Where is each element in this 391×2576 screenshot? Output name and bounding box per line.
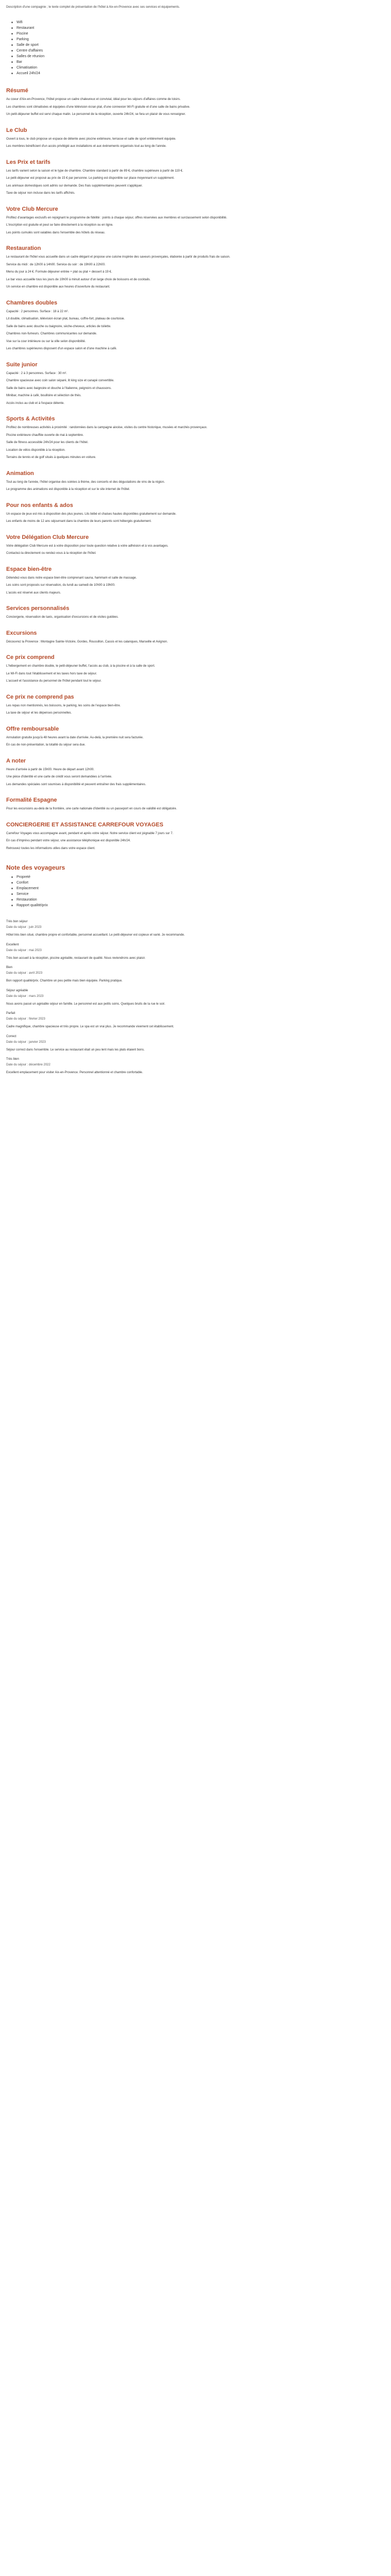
bottom-space <box>6 1080 385 1091</box>
section-paragraph: Le bar vous accueille tous les jours de 10h00 à minuit autour d'un large choix de boissons et de cocktails. <box>6 278 151 281</box>
section-paragraph: Les soins sont proposés sur réservation, du lundi au samedi de 10h00 à 19h00. <box>6 584 116 587</box>
content-section <box>6 758 385 787</box>
section-title: Votre Délégation Club Mercure <box>6 534 89 540</box>
section-paragraph: Salle de bains avec baignoire et douche à l'italienne, peignoirs et chaussons. <box>6 386 112 390</box>
section-paragraph: Pour les excursions au-delà de la frontière, une carte nationale d'identité ou un passeport en cours de validité est obligatoire. <box>6 807 177 810</box>
section-title: Le Club <box>6 127 27 133</box>
service-item: Restaurant <box>11 25 385 31</box>
section-paragraph: Profitez de nombreuses activités à proximité : randonnées dans la campagne aixoise, visites du centre historique, musées et marchés provençaux. <box>6 426 207 429</box>
review-date: Date du séjour : mars 2023 <box>6 994 44 998</box>
section-paragraph: Votre délégation Club Mercure est à votre disposition pour toute question relative à votre adhésion et à vos avantages. <box>6 544 169 548</box>
section-paragraph: Le restaurant de l'hôtel vous accueille dans un cadre élégant et propose une cuisine inspirée des saveurs provençales, élaborée à partir de produits frais de saison. <box>6 256 231 259</box>
content-section <box>6 502 385 524</box>
content-section <box>6 127 385 149</box>
content-section <box>6 470 385 492</box>
section-paragraph: Accès inclus au club et à l'espace détente. <box>6 401 64 405</box>
section-paragraph: L'inscription est gratuite et peut se faire directement à la réception ou en ligne. <box>6 224 113 227</box>
sections-container <box>6 88 385 851</box>
section-title: Animation <box>6 470 34 477</box>
section-title: Services personnalisés <box>6 605 70 612</box>
content-section <box>6 822 385 851</box>
review-text: Excellent emplacement pour visiter Aix-en-Provence. Personnel attentionné et chambre confortable. <box>6 1071 143 1074</box>
section-paragraph: L'hébergement en chambre double, le petit-déjeuner buffet, l'accès au club, à la piscine et à la salle de sport. <box>6 665 155 668</box>
service-item: Accueil 24h/24 <box>11 71 385 76</box>
section-paragraph: Chambre spacieuse avec coin salon séparé, lit king size et canapé convertible. <box>6 379 115 382</box>
section-paragraph: Les membres bénéficient d'un accès privilégié aux installations et aux événements organisés tout au long de l'année. <box>6 145 167 148</box>
section-paragraph: Découvrez la Provence : Montagne Sainte-Victoire, Gordes, Roussillon, Cassis et les calanques, Marseille et Avignon. <box>6 640 168 643</box>
section-paragraph: Ouvert à tous, le club propose un espace de détente avec piscine extérieure, terrasse et salle de sport entièrement équipée. <box>6 137 176 141</box>
section-paragraph: Piscine extérieure chauffée ouverte de mai à septembre. <box>6 433 84 437</box>
review-item <box>6 1035 385 1053</box>
note-criterion: Rapport qualité/prix <box>11 903 385 908</box>
review-date: Date du séjour : juin 2023 <box>6 926 42 929</box>
section-paragraph: Les points cumulés sont valables dans l'ensemble des hôtels du réseau. <box>6 231 105 234</box>
section-paragraph: La taxe de séjour et les dépenses personnelles. <box>6 711 72 715</box>
section-paragraph: Au coeur d'Aix-en-Provence, l'hôtel propose un cadre chaleureux et convivial, idéal pour les séjours d'affaires comme de loisirs. <box>6 98 181 101</box>
page <box>0 0 391 1101</box>
section-paragraph: Capacité : 2 à 3 personnes. Surface : 30 m². <box>6 371 67 375</box>
content-section <box>6 654 385 684</box>
section-title: Sports & Activités <box>6 416 55 422</box>
notes-list <box>11 874 385 908</box>
section-paragraph: Salle de fitness accessible 24h/24 pour les clients de l'hôtel. <box>6 441 89 444</box>
review-title: Très bien <box>6 1058 19 1061</box>
review-text: Cadre magnifique, chambre spacieuse et très propre. Le spa est un vrai plus. Je recommande vivement cet établissement. <box>6 1025 174 1028</box>
service-item: Climatisation <box>11 65 385 71</box>
service-item: Salle de sport <box>11 42 385 48</box>
section-paragraph: Chambres non-fumeurs. Chambres communicantes sur demande. <box>6 332 97 335</box>
section-title: Ce prix comprend <box>6 654 55 660</box>
review-date: Date du séjour : décembre 2022 <box>6 1063 51 1066</box>
review-title: Bien <box>6 966 13 969</box>
reviews-container <box>6 920 385 1075</box>
service-item: Bar <box>11 59 385 65</box>
notes-section <box>6 864 385 908</box>
section-paragraph: Détendez-vous dans notre espace bien-être comprenant sauna, hammam et salle de massage. <box>6 576 137 580</box>
content-section <box>6 534 385 556</box>
review-date: Date du séjour : avril 2023 <box>6 972 43 975</box>
section-paragraph: Service du midi : de 12h00 à 14h00. Service du soir : de 19h00 à 22h00. <box>6 263 106 266</box>
review-text: Hôtel très bien situé, chambre propre et confortable, personnel accueillant. Le petit-déjeuner est copieux et varié. Je recommande. <box>6 934 185 937</box>
content-section <box>6 88 385 117</box>
section-paragraph: L'accueil et l'assistance du personnel de l'hôtel pendant tout le séjour. <box>6 680 102 683</box>
section-paragraph: Le Wi-Fi dans tout l'établissement et les taxes hors taxe de séjour. <box>6 672 97 675</box>
content-section <box>6 206 385 235</box>
review-title: Très bon séjour <box>6 920 28 923</box>
notes-title: Note des voyageurs <box>6 864 66 871</box>
review-item <box>6 965 385 984</box>
section-paragraph: Vue sur la cour intérieure ou sur la ville selon disponibilité. <box>6 340 86 343</box>
review-item <box>6 989 385 1007</box>
content-section <box>6 416 385 460</box>
section-paragraph: Le petit-déjeuner est proposé au prix de 15 € par personne. Le parking est disponible sur place moyennant un supplément. <box>6 177 175 180</box>
service-item: Parking <box>11 37 385 42</box>
note-criterion: Service <box>11 891 385 897</box>
review-item <box>6 1011 385 1029</box>
review-text: Séjour correct dans l'ensemble. Le service au restaurant était un peu lent mais les plats étaient bons. <box>6 1048 145 1052</box>
note-criterion: Emplacement <box>11 886 385 891</box>
section-paragraph: Heure d'arrivée à partir de 15h00. Heure de départ avant 12h00. <box>6 768 94 771</box>
note-criterion: Confort <box>11 880 385 886</box>
content-section <box>6 566 385 596</box>
section-paragraph: Taxe de séjour non incluse dans les tarifs affichés. <box>6 192 75 195</box>
section-title: CONCIERGERIE ET ASSISTANCE CARREFOUR VOYAGES <box>6 821 164 828</box>
review-text: Bon rapport qualité/prix. Chambre un peu petite mais bien équipée. Parking pratique. <box>6 979 123 982</box>
section-paragraph: Les chambres supérieures disposent d'un espace salon et d'une machine à café. <box>6 347 117 350</box>
section-title: Restauration <box>6 245 41 251</box>
section-paragraph: Location de vélos disponible à la réception. <box>6 448 66 452</box>
note-criterion: Propreté <box>11 874 385 880</box>
service-item: Piscine <box>11 31 385 37</box>
content-section <box>6 159 385 196</box>
content-section <box>6 300 385 351</box>
section-paragraph: Annulation gratuite jusqu'à 48 heures avant la date d'arrivée. Au-delà, la première nuit sera facturée. <box>6 736 144 739</box>
section-paragraph: Les demandes spéciales sont soumises à disponibilité et peuvent entraîner des frais supplémentaires. <box>6 783 146 786</box>
review-date: Date du séjour : janvier 2023 <box>6 1040 46 1044</box>
review-title: Parfait <box>6 1012 15 1015</box>
section-paragraph: Les animaux domestiques sont admis sur demande. Des frais supplémentaires peuvent s'appliquer. <box>6 184 143 188</box>
section-title: Excursions <box>6 630 37 636</box>
section-paragraph: Les chambres sont climatisées et équipées d'une télévision écran plat, d'une connexion Wi-Fi gratuite et d'une salle de bains privative. <box>6 105 190 109</box>
section-paragraph: Salle de bains avec douche ou baignoire, sèche-cheveux, articles de toilette. <box>6 325 111 328</box>
section-title: Espace bien-être <box>6 566 52 572</box>
section-paragraph: Une pièce d'identité et une carte de crédit vous seront demandées à l'arrivée. <box>6 775 112 778</box>
section-paragraph: Un service en chambre est disponible aux heures d'ouverture du restaurant. <box>6 285 110 289</box>
review-date: Date du séjour : mai 2023 <box>6 948 42 952</box>
section-title: Votre Club Mercure <box>6 206 58 212</box>
services-list <box>11 20 385 76</box>
review-title: Correct <box>6 1035 17 1038</box>
intro-text: Description d'une compagnie ; le texte complet de présentation de l'hôtel à Aix-en-Provence avec ses services et équipements. <box>6 6 180 9</box>
section-title: Chambres doubles <box>6 299 58 306</box>
section-paragraph: En cas d'imprévu pendant votre séjour, une assistance téléphonique est disponible 24h/24. <box>6 839 131 842</box>
review-item <box>6 1057 385 1075</box>
review-text: Nous avons passé un agréable séjour en famille. Le personnel est aux petits soins. Quelques bruits de la rue le soir. <box>6 1002 166 1006</box>
section-paragraph: Lit double, climatisation, télévision écran plat, bureau, coffre-fort, plateau de courtoisie. <box>6 317 125 320</box>
content-section <box>6 726 385 748</box>
section-paragraph: Retrouvez toutes les informations utiles dans votre espace client. <box>6 846 95 850</box>
section-title: Pour nos enfants & ados <box>6 502 73 509</box>
section-title: Formalité Espagne <box>6 797 57 803</box>
section-title: Résumé <box>6 88 28 94</box>
section-paragraph: Les repas non mentionnés, les boissons, le parking, les soins de l'espace bien-être. <box>6 704 121 707</box>
content-section <box>6 630 385 645</box>
section-paragraph: Minibar, machine à café, bouilloire et sélection de thés. <box>6 394 82 397</box>
section-title: A noter <box>6 757 26 764</box>
note-criterion: Restauration <box>11 897 385 903</box>
service-item: Salles de réunion <box>11 54 385 59</box>
section-paragraph: Terrains de tennis et de golf situés à quelques minutes en voiture. <box>6 456 96 459</box>
content-section <box>6 605 385 620</box>
section-paragraph: Un petit-déjeuner buffet est servi chaque matin. Le personnel de la réception, ouverte 24h/24, se fera un plaisir de vous renseigner. <box>6 113 186 116</box>
section-paragraph: Tout au long de l'année, l'hôtel organise des soirées à thème, des concerts et des dégustations de vins de la région. <box>6 480 165 484</box>
content-section <box>6 245 385 290</box>
section-paragraph: Carrefour Voyages vous accompagne avant, pendant et après votre séjour. Notre service client est joignable 7 jours sur 7. <box>6 832 173 835</box>
service-item: Wifi <box>11 20 385 25</box>
section-paragraph: Les enfants de moins de 12 ans séjournant dans la chambre de leurs parents sont hébergés gratuitement. <box>6 520 152 523</box>
content-section <box>6 797 385 811</box>
section-paragraph: Menu du jour à 24 €. Formule déjeuner entrée + plat ou plat + dessert à 19 €. <box>6 270 112 274</box>
review-title: Séjour agréable <box>6 989 28 992</box>
section-paragraph: L'accès est réservé aux clients majeurs. <box>6 591 61 595</box>
review-item <box>6 920 385 938</box>
section-paragraph: En cas de non-présentation, la totalité du séjour sera due. <box>6 743 86 747</box>
review-item <box>6 943 385 961</box>
review-text: Très bon accueil à la réception, piscine agréable, restaurant de qualité. Nous reviendrons avec plaisir. <box>6 956 145 960</box>
section-paragraph: Profitez d'avantages exclusifs en rejoignant le programme de fidélité : points à chaque séjour, offres réservées aux membres et surclassement selon disponibilité. <box>6 216 227 219</box>
section-paragraph: Capacité : 2 personnes. Surface : 18 à 22 m². <box>6 310 69 313</box>
section-paragraph: Le programme des animations est disponible à la réception et sur le site internet de l'hôtel. <box>6 488 130 491</box>
review-date: Date du séjour : février 2023 <box>6 1018 45 1021</box>
section-paragraph: Un espace de jeux est mis à disposition des plus jeunes. Lits bébé et chaises hautes disponibles gratuitement sur demande. <box>6 512 176 516</box>
section-paragraph: Contactez-la directement ou rendez-vous à la réception de l'hôtel. <box>6 552 96 555</box>
section-title: Suite junior <box>6 361 38 368</box>
section-paragraph: Les tarifs varient selon la saison et le type de chambre. Chambre standard à partir de 89 €, chambre supérieure à partir de 119 €. <box>6 169 184 173</box>
section-title: Ce prix ne comprend pas <box>6 693 74 700</box>
section-title: Offre remboursable <box>6 725 59 732</box>
section-paragraph: Conciergerie, réservation de taxis, organisation d'excursions et de visites guidées. <box>6 616 119 619</box>
section-title: Les Prix et tarifs <box>6 159 51 165</box>
content-section <box>6 694 385 716</box>
service-item: Centre d'affaires <box>11 48 385 54</box>
review-title: Excellent <box>6 943 19 946</box>
content-section <box>6 362 385 406</box>
